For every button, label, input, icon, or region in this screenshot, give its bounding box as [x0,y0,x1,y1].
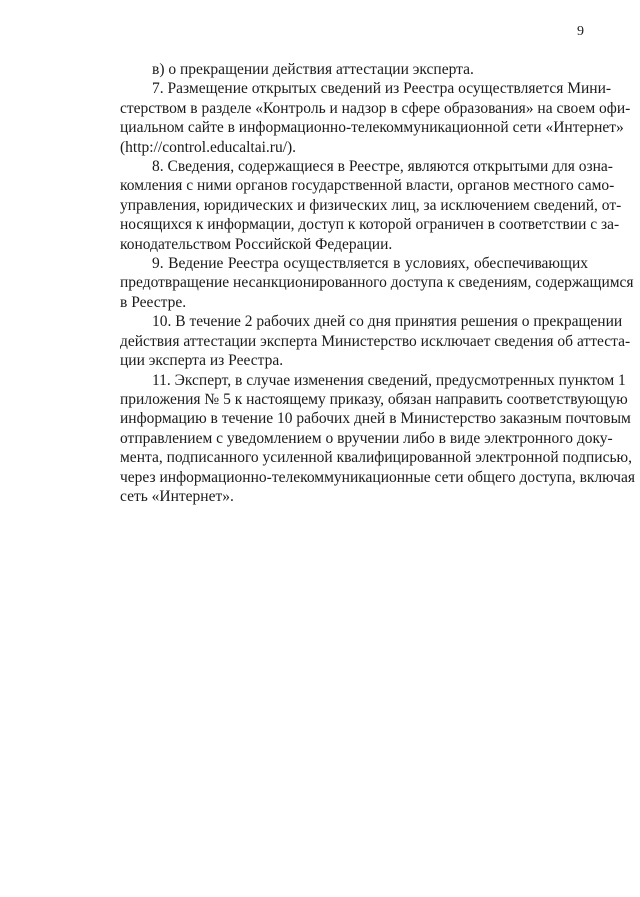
text-line: носящихся к информации, доступ к которой ограничен в соответствии с за- [120,216,620,234]
text-line: отправлением с уведомлением о вручении либо в виде электронного доку- [120,429,613,447]
text-line: сеть «Интернет». [120,487,234,505]
text-line: циальном сайте в информационно-телекоммуникационной сети «Интернет» [120,119,624,137]
text-line: мента, подписанного усиленной квалифицированной электронной подписью, [120,449,632,467]
paragraph-7 [88,79,631,157]
text-line: предотвращение несанкционированного доступа к сведениям, содержащимся [120,274,634,292]
text-line: 9. Ведение Реестра осуществляется в условиях, обеспечивающих [152,255,588,273]
paragraph-8 [88,157,622,254]
text-line: приложения № 5 к настоящему приказу, обязан направить соответствующую [120,390,628,408]
paragraph-item-v [88,60,588,79]
text-line: стерством в разделе «Контроль и надзор в сфере образования» на своем офи- [120,99,631,117]
paragraph-10 [88,312,631,370]
text-line: 11. Эксперт, в случае изменения сведений, предусмотренных пунктом 1 [152,371,626,389]
text-line: (http://control.educaltai.ru/). [120,138,297,156]
text-line: информацию в течение 10 рабочих дней в Министерство заказным почтовым [120,410,631,428]
text-line: ции эксперта из Реестра. [120,352,284,370]
text-line: 7. Размещение открытых сведений из Реестра осуществляется Мини- [152,80,612,98]
text-line: действия аттестации эксперта Министерство исключает сведения об аттеста- [120,332,631,350]
paragraph-9 [88,254,634,312]
text-line: в Реестре. [120,293,187,311]
document-body [88,60,635,506]
text-line: через информационно-телекоммуникационные сети общего доступа, включая [120,468,635,486]
paragraph-11 [88,371,635,507]
page-number: 9 [577,24,584,39]
text-line: управления, юридических и физических лиц, за исключением сведений, от- [120,196,622,214]
text-line: 10. В течение 2 рабочих дней со дня принятия решения о прекращении [152,313,623,331]
text-line: конодательством Российской Федерации. [120,235,393,253]
text-line: в) о прекращении действия аттестации эксперта. [152,61,474,78]
text-line: 8. Сведения, содержащиеся в Реестре, являются открытыми для озна- [152,158,613,176]
text-line: комления с ними органов государственной власти, органов местного само- [120,177,615,195]
